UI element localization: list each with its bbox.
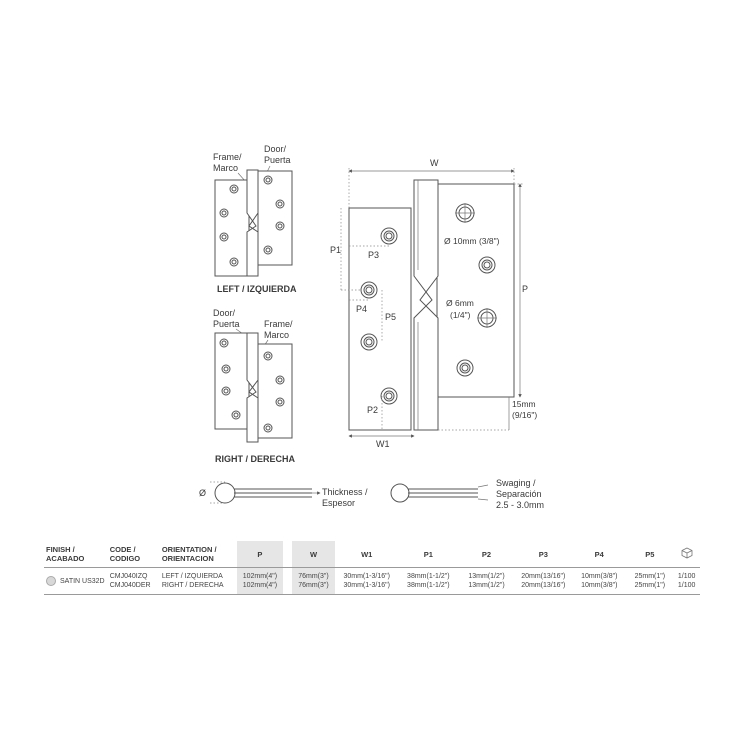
p3-left: 20mm(13/16"): [521, 573, 566, 580]
knuckle: [414, 180, 438, 430]
orientation-right: RIGHT / DERECHA: [161, 582, 224, 589]
w-right: 76mm(3"): [298, 582, 329, 589]
header-p1: P1: [423, 549, 433, 559]
left-caption: LEFT / IZQUIERDA: [217, 284, 297, 294]
p1-right: 38mm(1-1/2"): [407, 582, 450, 589]
spec-header-row: [44, 541, 700, 568]
thickness-label-line2: Espesor: [322, 498, 356, 508]
swaging-label-line1: Swaging /: [496, 478, 536, 488]
p2-right: 13mm(1/2"): [468, 582, 505, 589]
dim-w-label: W: [430, 158, 439, 168]
header-p3: P3: [538, 549, 548, 559]
thickness-label-line1: Thickness /: [322, 487, 368, 497]
hole-6mm-label-line2: (1/4"): [450, 310, 471, 320]
door-label-line1: Door/: [264, 144, 287, 154]
hole-10mm-label: Ø 10mm (3/8"): [444, 236, 500, 246]
p-left: 102mm(4"): [242, 573, 278, 580]
door-label-line1-b: Door/: [213, 308, 236, 318]
spec-table: [44, 541, 700, 595]
header-orientation-line2: ORIENTACION: [161, 554, 214, 563]
header-p2: P2: [481, 549, 492, 559]
dim-p4-label: P4: [356, 304, 368, 314]
frame-label-line2: Marco: [213, 163, 239, 173]
header-finish-line1: FINISH /: [46, 545, 75, 554]
p-right: 102mm(4"): [242, 582, 278, 589]
header-code-line2: CODIGO: [109, 554, 141, 563]
pack-left: 1/100: [677, 573, 696, 580]
swaging-detail: [391, 478, 544, 510]
code-left: CMJ040IZQ: [109, 573, 148, 580]
left-hinge-diagram: [213, 144, 297, 294]
header-p5: P5: [645, 549, 655, 559]
dimensioned-hinge-diagram: [330, 158, 537, 449]
frame-label-line1: Frame/: [213, 152, 242, 162]
finish-value: SATIN US32D: [60, 577, 105, 585]
p2-left: 13mm(1/2"): [468, 573, 505, 580]
right-caption: RIGHT / DERECHA: [215, 454, 296, 464]
door-label-line2: Puerta: [264, 155, 291, 165]
spec-row: [44, 568, 700, 595]
p1-left: 38mm(1-1/2"): [407, 573, 450, 580]
header-p4: P4: [594, 549, 604, 559]
w1-right: 30mm(1-3/16"): [343, 582, 390, 589]
p5-right: 25mm(1"): [634, 582, 666, 589]
header-code-line1: CODE /: [109, 545, 136, 554]
frame-label-line1-b: Frame/: [264, 319, 293, 329]
hole-6mm-label-line1: Ø 6mm: [446, 298, 474, 308]
p5-left: 25mm(1"): [634, 573, 666, 580]
thickness-detail: [199, 482, 368, 508]
header-w1: W1: [361, 549, 373, 559]
frame-label-line2-b: Marco: [264, 330, 290, 340]
dim-p-label: P: [522, 284, 529, 294]
dim-p3-label: P3: [368, 250, 380, 260]
offset-label-line2: (9/16"): [512, 410, 538, 420]
right-hinge-diagram: [213, 308, 296, 464]
dim-w1-label: W1: [376, 439, 390, 449]
swaging-label-line3: 2.5 - 3.0mm: [496, 500, 545, 510]
frame-leaf: [349, 208, 411, 430]
pack-right: 1/100: [677, 582, 696, 589]
p4-right: 10mm(3/8"): [581, 582, 618, 589]
left-door-leaf: [258, 171, 292, 265]
dim-p1-label: P1: [330, 245, 342, 255]
header-p: P: [237, 541, 283, 568]
p3-right: 20mm(13/16"): [521, 582, 566, 589]
box-icon: [681, 547, 693, 559]
p4-left: 10mm(3/8"): [581, 573, 618, 580]
code-right: CMJ040DER: [109, 582, 151, 589]
door-label-line2-b: Puerta: [213, 319, 240, 329]
w-left: 76mm(3"): [298, 573, 329, 580]
header-w: W: [292, 541, 336, 568]
header-finish-line2: ACABADO: [46, 554, 85, 563]
dim-p2-label: P2: [367, 405, 379, 415]
diameter-label: Ø: [199, 488, 207, 498]
w1-left: 30mm(1-3/16"): [343, 573, 390, 580]
finish-swatch: [46, 576, 56, 586]
orientation-left: LEFT / IZQUIERDA: [161, 573, 223, 580]
header-orientation-line1: ORIENTATION /: [161, 545, 217, 554]
offset-label-line1: 15mm: [512, 399, 536, 409]
swaging-label-line2: Separación: [496, 489, 542, 499]
dim-p5-label: P5: [385, 312, 397, 322]
door-leaf: [437, 184, 514, 397]
right-frame-leaf: [258, 344, 292, 438]
